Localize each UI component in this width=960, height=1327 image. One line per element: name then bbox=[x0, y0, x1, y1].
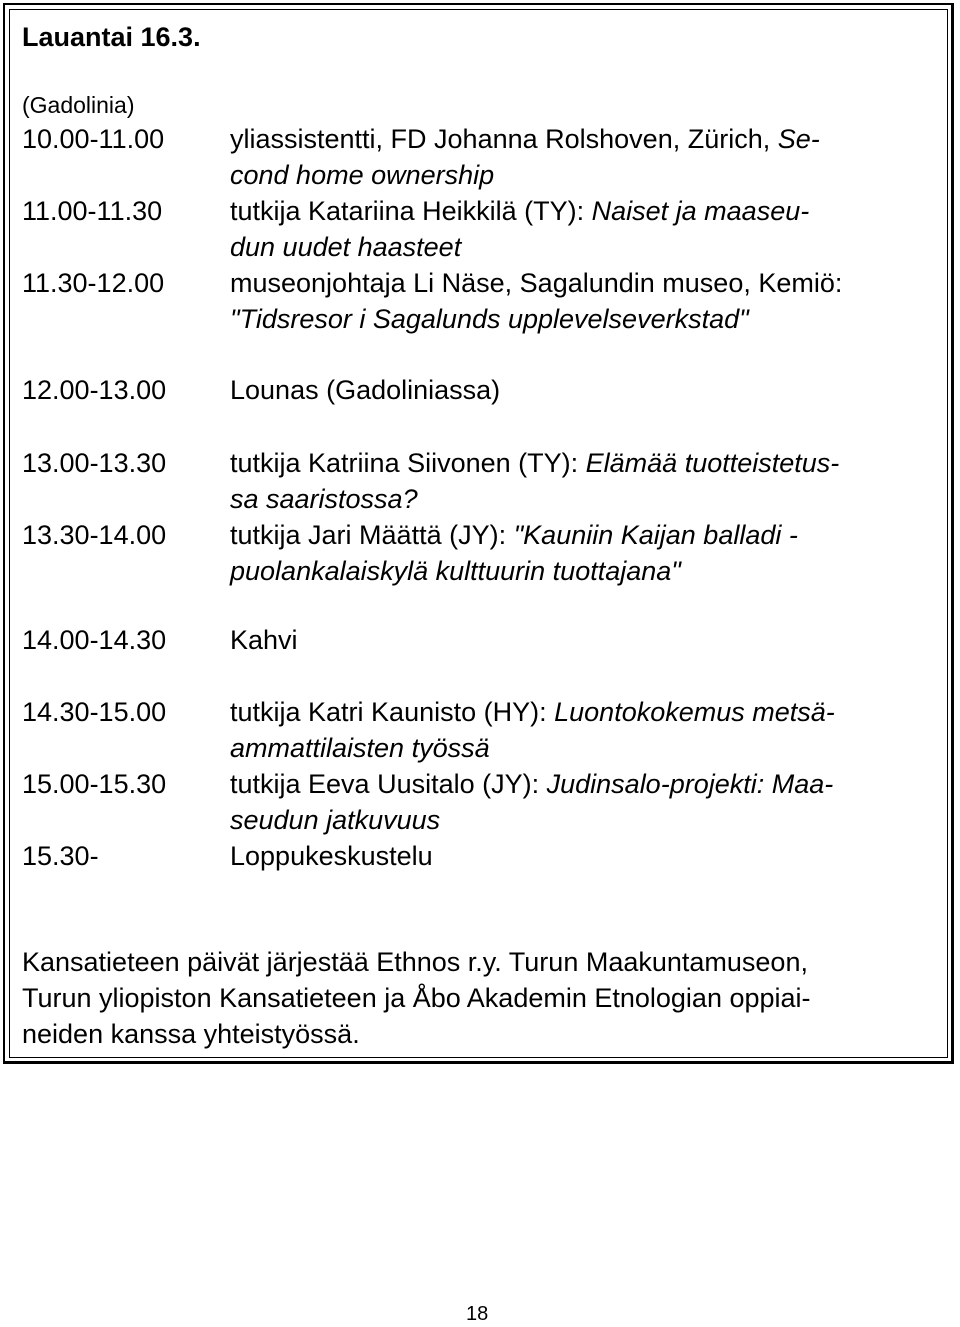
item-title-cont: seudun jatkuvuus bbox=[230, 805, 441, 835]
item-speaker: yliassistentti, FD Johanna Rolshoven, Zürich, bbox=[230, 124, 778, 154]
item-title-cont: dun uudet haasteet bbox=[230, 232, 462, 262]
item-title-cont: ammattilaisten työssä bbox=[230, 733, 490, 763]
item-speaker: tutkija Katariina Heikkilä (TY): bbox=[230, 196, 592, 226]
item-speaker: tutkija Jari Määttä (JY): bbox=[230, 520, 514, 550]
item-title: Judinsalo-projekti: Maa- bbox=[546, 769, 834, 799]
venue-label: (Gadolinia) bbox=[22, 92, 135, 118]
item-title: Se- bbox=[777, 124, 820, 154]
footer-line-3: neiden kanssa yhteistyössä. bbox=[22, 1019, 360, 1049]
item-title: "Kauniin Kaijan balladi - bbox=[513, 520, 798, 550]
item-description: Kahvi bbox=[230, 625, 298, 655]
day-heading: Lauantai 16.3. bbox=[22, 22, 201, 52]
item-time: 13.30-14.00 bbox=[22, 520, 167, 550]
item-description bbox=[230, 193, 809, 229]
item-description bbox=[230, 517, 798, 553]
item-description bbox=[230, 694, 835, 730]
item-time: 14.30-15.00 bbox=[22, 697, 167, 727]
item-title: Elämää tuotteistetus- bbox=[585, 448, 840, 478]
item-speaker: tutkija Katriina Siivonen (TY): bbox=[230, 448, 586, 478]
item-speaker: tutkija Katri Kaunisto (HY): bbox=[230, 697, 555, 727]
item-speaker: tutkija Eeva Uusitalo (JY): bbox=[230, 769, 547, 799]
item-title: Naiset ja maaseu- bbox=[591, 196, 810, 226]
item-title-cont: "Tidsresor i Sagalunds upplevelseverkstad" bbox=[230, 304, 749, 334]
item-time: 11.30-12.00 bbox=[22, 268, 165, 298]
item-time: 15.30- bbox=[22, 841, 99, 871]
item-time: 10.00-11.00 bbox=[22, 124, 165, 154]
item-time: 13.00-13.30 bbox=[22, 448, 167, 478]
page-number: 18 bbox=[466, 1303, 489, 1325]
item-description bbox=[230, 121, 820, 157]
item-title-cont: sa saaristossa? bbox=[230, 484, 418, 514]
item-time: 15.00-15.30 bbox=[22, 769, 167, 799]
item-title: Luontokokemus metsä- bbox=[554, 697, 835, 727]
item-title-cont: cond home ownership bbox=[230, 160, 495, 190]
item-description bbox=[230, 766, 833, 802]
item-title-cont: puolankalaiskylä kulttuurin tuottajana" bbox=[230, 556, 681, 586]
item-description bbox=[230, 445, 839, 481]
item-time: 12.00-13.00 bbox=[22, 375, 167, 405]
item-description: Lounas (Gadoliniassa) bbox=[230, 375, 501, 405]
item-time: 14.00-14.30 bbox=[22, 625, 167, 655]
item-description: Loppukeskustelu bbox=[230, 841, 433, 871]
item-time: 11.00-11.30 bbox=[22, 196, 163, 226]
footer-line-1: Kansatieteen päivät järjestää Ethnos r.y. Turun Maakuntamuseon, bbox=[22, 947, 808, 977]
item-speaker: museonjohtaja Li Näse, Sagalundin museo, Kemiö: bbox=[230, 268, 843, 298]
footer-line-2: Turun yliopiston Kansatieteen ja Åbo Akademin Etnologian oppiai- bbox=[22, 983, 811, 1013]
